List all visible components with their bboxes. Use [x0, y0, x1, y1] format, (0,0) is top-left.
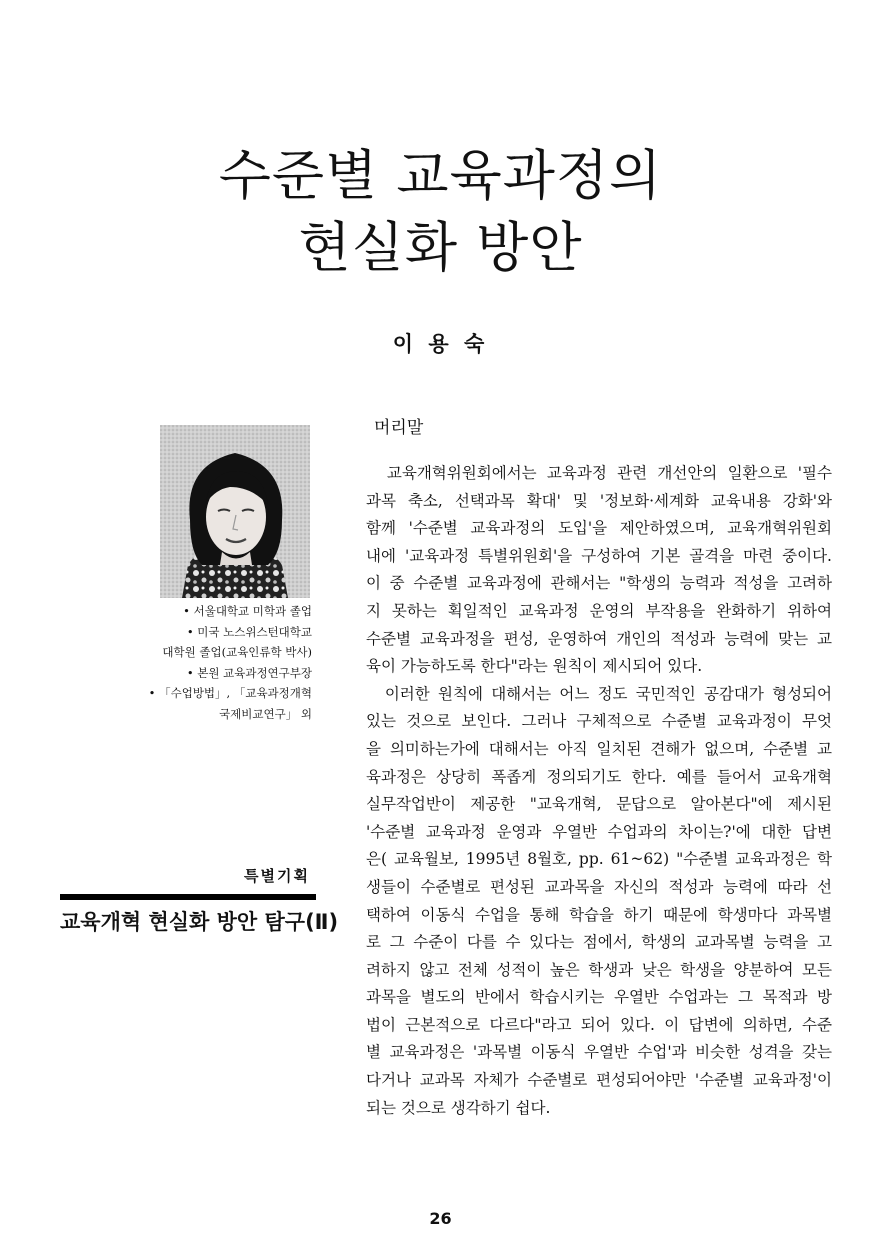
body-line: 다거나 교과목 자체가 수준별로 편성되어야만 '수준별 교육과정'이	[366, 1071, 832, 1090]
bio-line: 대학원 졸업(교육인류학 박사)	[162, 645, 312, 659]
body-line: 로 그 수준이 다를 수 있다는 점에서, 학생의 교과목별 능력을 고	[366, 933, 832, 952]
page-number: 26	[429, 1209, 452, 1228]
section-heading: 머리말	[374, 418, 424, 438]
special-feature-divider	[60, 894, 316, 900]
bio-line: • 본원 교육과정연구부장	[186, 665, 312, 680]
body-line: 육이 가능하도록 한다"라는 원칙이 제시되어 있다.	[366, 657, 703, 676]
body-line: 려하지 않고 전체 성적이 높은 학생과 낮은 학생을 양분하여 모든	[366, 960, 832, 979]
body-line: 이 중 수준별 교육과정에 관해서는 "학생의 능력과 적성을 고려하	[366, 574, 832, 593]
body-line: 교육개혁위원회에서는 교육과정 관련 개선안의 일환으로 '필수	[366, 464, 832, 482]
body-line: 지 못하는 획일적인 교육과정 운영의 부작용을 완화하기 위하여	[366, 601, 832, 620]
bio-line: • 미국 노스위스턴대학교	[186, 624, 312, 639]
author-bio	[138, 601, 312, 724]
bio-line: 국제비교연구」 외	[219, 706, 312, 721]
body-line: 법이 근본적으로 다르다"라고 되어 있다. 이 답변에 의하면, 수준	[366, 1015, 832, 1034]
article-title-line-2: 현실화 방안	[298, 216, 583, 279]
body-line: 있는 것으로 보인다. 그러나 구체적으로 수준별 교육과정이 무엇	[366, 712, 832, 731]
body-text	[366, 460, 832, 1122]
body-line: 별 교육과정은 '과목별 이동식 우열반 수업'과 비슷한 성격을 갖는	[366, 1043, 832, 1062]
body-line: 내에 '교육과정 특별위원회'을 구성하여 기본 골격을 마련 중이다.	[366, 546, 832, 565]
series-title: 교육개혁 현실화 방안 탐구(Ⅱ)	[60, 910, 339, 934]
body-line: 을 의미하는가에 대해서는 아직 일치된 견해가 없으며, 수준별 교	[366, 739, 832, 758]
author-name: 이 용 숙	[392, 332, 489, 356]
bio-line: • 「수업방법」, 「교육과정개혁	[148, 686, 312, 700]
article-title	[0, 140, 881, 284]
body-line: '수준별 교육과정 운영과 우열반 수업과의 차이는?'에 대한 답변	[366, 822, 832, 841]
body-line: 육과정은 상당히 폭좁게 정의되기도 한다. 예를 들어서 교육개혁	[366, 767, 832, 786]
body-line: 과목 축소, 선택과목 확대' 및 '정보화·세계화 교육내용 강화'와	[366, 491, 832, 510]
body-line: 과목을 별도의 반에서 학습시키는 우열반 수업과는 그 목적과 방	[366, 988, 832, 1007]
body-line: 실무작업반이 제공한 "교육개혁, 문답으로 알아본다"에 제시된	[366, 795, 832, 814]
body-line: 택하여 이동식 수업을 통해 학습을 하기 때문에 학생마다 과목별	[366, 905, 832, 924]
author-photo	[160, 425, 310, 598]
body-line: 수준별 교육과정을 편성, 운영하여 개인의 적성과 능력에 맞는 교	[366, 629, 832, 648]
body-line: 되는 것으로 생각하기 쉽다.	[366, 1098, 551, 1117]
body-line: 생들이 수준별로 편성된 교과목을 자신의 적성과 능력에 따라 선	[366, 877, 832, 896]
body-line: 함께 '수준별 교육과정의 도입'을 제안하였으며, 교육개혁위원회	[366, 519, 832, 538]
body-line: 은( 교육월보, 1995년 8월호, pp. 61~62) "수준별 교육과정은 학	[366, 850, 832, 869]
special-feature-label: 특별기획	[244, 867, 310, 885]
body-line: 이러한 원칙에 대해서는 어느 정도 국민적인 공감대가 형성되어	[366, 684, 832, 703]
bio-line: • 서울대학교 미학과 졸업	[183, 604, 312, 618]
article-title-line-1: 수준별 교육과정의	[218, 144, 663, 207]
